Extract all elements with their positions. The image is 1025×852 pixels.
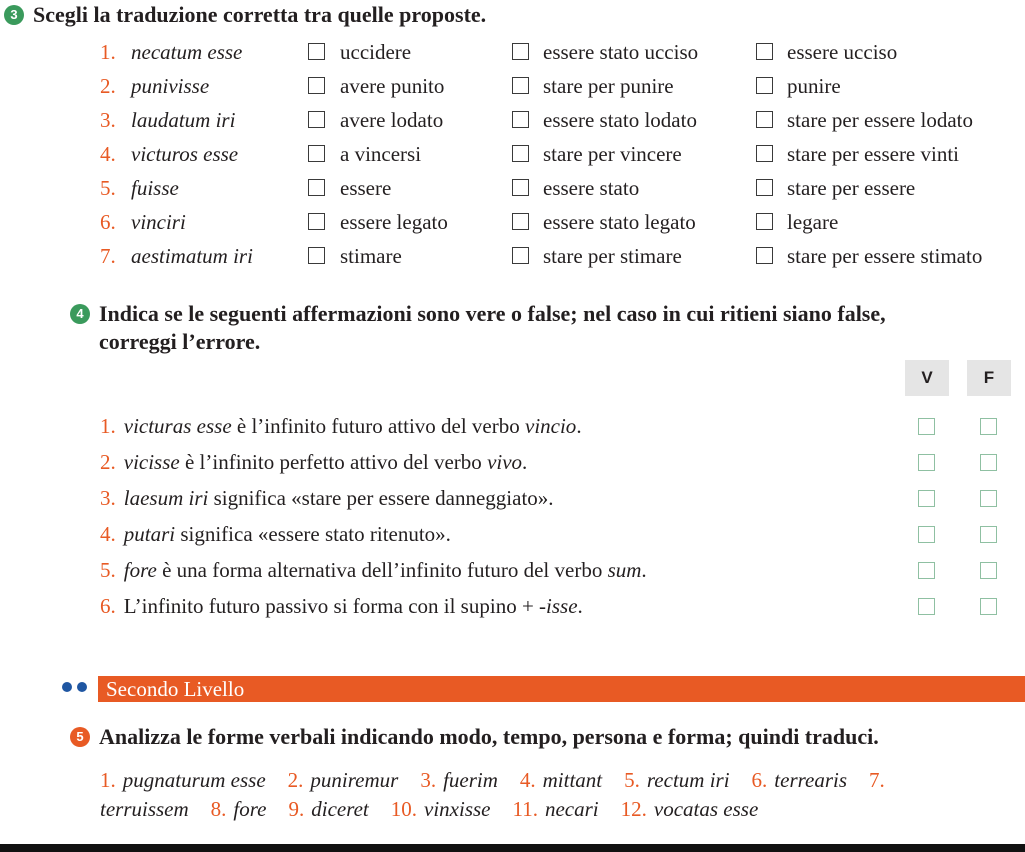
option-label: stare per essere stimato — [787, 244, 983, 268]
exercise-5-line-2 — [100, 795, 780, 823]
item-number: 12. — [620, 797, 647, 821]
latin-term: vincio — [525, 414, 577, 438]
option-checkbox[interactable] — [756, 247, 773, 264]
item-number: 4. — [519, 768, 536, 792]
verb-form: fore — [233, 797, 267, 821]
verb-form: necari — [544, 797, 599, 821]
option-checkbox[interactable] — [756, 43, 773, 60]
item-number: 3. — [100, 486, 116, 510]
false-checkbox[interactable] — [980, 598, 997, 615]
statement-end: . — [576, 414, 582, 438]
item-number: 4. — [100, 522, 116, 546]
choice-row — [0, 72, 1025, 100]
item-number: 6. — [751, 768, 768, 792]
option-label: essere stato ucciso — [543, 40, 699, 64]
verb-form: vinxisse — [424, 797, 491, 821]
statement — [100, 556, 647, 584]
option-checkbox[interactable] — [308, 213, 325, 230]
choice-row — [0, 174, 1025, 202]
verb-form: terruissem — [100, 797, 189, 821]
latin-term: putari — [123, 522, 176, 546]
item-number: 8. — [210, 797, 227, 821]
statement-end: . — [577, 594, 583, 618]
option-checkbox[interactable] — [512, 213, 529, 230]
latin-form: victuros esse — [131, 142, 239, 166]
option-checkbox[interactable] — [512, 111, 529, 128]
false-checkbox[interactable] — [980, 418, 997, 435]
latin-term: victuras esse — [123, 414, 232, 438]
option-label: stare per essere vinti — [787, 142, 960, 166]
item-number: 1. — [100, 768, 116, 792]
choice-row — [0, 38, 1025, 66]
latin-term: vicisse — [123, 450, 180, 474]
item-number: 3. — [420, 768, 437, 792]
statement-text: significa «essere stato ritenuto». — [175, 522, 451, 546]
false-checkbox[interactable] — [980, 526, 997, 543]
bottom-edge — [0, 844, 1025, 852]
true-column-header: V — [905, 360, 949, 396]
item-number: 2. — [100, 74, 116, 98]
true-checkbox[interactable] — [918, 562, 935, 579]
option-checkbox[interactable] — [756, 213, 773, 230]
true-checkbox[interactable] — [918, 454, 935, 471]
latin-form: fuisse — [131, 176, 179, 200]
statement — [100, 412, 582, 440]
verb-form: mittant — [542, 768, 603, 792]
option-label: stare per essere — [787, 176, 916, 200]
exercise-3-badge: 3 — [4, 5, 24, 25]
latin-form: vinciri — [131, 210, 186, 234]
false-checkbox[interactable] — [980, 454, 997, 471]
option-label: essere stato lodato — [543, 108, 697, 132]
option-checkbox[interactable] — [756, 145, 773, 162]
statement — [100, 520, 451, 548]
latin-term: fore — [123, 558, 157, 582]
true-checkbox[interactable] — [918, 490, 935, 507]
latin-term: -isse — [539, 594, 578, 618]
item-number: 11. — [512, 797, 538, 821]
item-number: 3. — [100, 108, 116, 132]
true-checkbox[interactable] — [918, 418, 935, 435]
statement-text: è una forma alternativa dell’infinito futuro del verbo — [156, 558, 608, 582]
option-checkbox[interactable] — [756, 179, 773, 196]
verb-form: pugnaturum esse — [122, 768, 266, 792]
choice-row — [0, 106, 1025, 134]
item-number: 2. — [287, 768, 304, 792]
statement-end: . — [522, 450, 528, 474]
option-label: stare per punire — [543, 74, 674, 98]
verb-form: vocatas esse — [653, 797, 759, 821]
item-number: 6. — [100, 594, 116, 618]
option-label: stimare — [340, 244, 402, 268]
verb-form: diceret — [311, 797, 369, 821]
verb-form: fuerim — [443, 768, 498, 792]
item-number: 1. — [100, 40, 116, 64]
level-dot-1 — [62, 682, 72, 692]
statement-text: è l’infinito perfetto attivo del verbo — [179, 450, 488, 474]
option-checkbox[interactable] — [308, 179, 325, 196]
false-column-header: F — [967, 360, 1011, 396]
option-checkbox[interactable] — [308, 77, 325, 94]
option-label: punire — [787, 74, 841, 98]
item-number: 7. — [100, 244, 116, 268]
statement-text: significa «stare per essere danneggiato». — [208, 486, 554, 510]
option-checkbox[interactable] — [308, 43, 325, 60]
item-number: 5. — [100, 558, 116, 582]
option-label: uccidere — [340, 40, 412, 64]
exercise-4-title-line2: correggi l’errore. — [99, 329, 261, 354]
false-checkbox[interactable] — [980, 490, 997, 507]
latin-form: aestimatum iri — [131, 244, 253, 268]
option-checkbox[interactable] — [512, 179, 529, 196]
item-number: 7. — [869, 768, 885, 792]
option-label: essere stato — [543, 176, 640, 200]
option-checkbox[interactable] — [512, 77, 529, 94]
option-checkbox[interactable] — [756, 77, 773, 94]
level-dot-2 — [77, 682, 87, 692]
latin-term: laesum iri — [123, 486, 209, 510]
choice-row — [0, 140, 1025, 168]
statement — [100, 448, 527, 476]
true-checkbox[interactable] — [918, 598, 935, 615]
option-checkbox[interactable] — [308, 145, 325, 162]
option-checkbox[interactable] — [512, 145, 529, 162]
statement-end: . — [641, 558, 647, 582]
latin-form: necatum esse — [131, 40, 243, 64]
true-checkbox[interactable] — [918, 526, 935, 543]
option-label: avere punito — [340, 74, 445, 98]
option-checkbox[interactable] — [756, 111, 773, 128]
option-label: avere lodato — [340, 108, 444, 132]
option-label: stare per stimare — [543, 244, 682, 268]
option-label: essere — [340, 176, 392, 200]
verb-form: rectum iri — [646, 768, 730, 792]
exercise-5-line-1 — [100, 766, 892, 794]
item-number: 5. — [624, 768, 640, 792]
option-checkbox[interactable] — [308, 247, 325, 264]
option-checkbox[interactable] — [512, 43, 529, 60]
item-number: 2. — [100, 450, 116, 474]
latin-form: laudatum iri — [131, 108, 236, 132]
option-checkbox[interactable] — [512, 247, 529, 264]
item-number: 10. — [390, 797, 418, 821]
exercise-4-title-line1: Indica se le seguenti affermazioni sono vere o false; nel caso in cui ritieni siano false, — [99, 301, 886, 326]
option-label: essere stato legato — [543, 210, 696, 234]
exercise-3-title: Scegli la traduzione corretta tra quelle proposte. — [33, 2, 487, 27]
option-label: legare — [787, 210, 839, 234]
option-label: stare per vincere — [543, 142, 682, 166]
statement-text: L’infinito futuro passivo si forma con il supino + — [123, 594, 540, 618]
item-number: 5. — [100, 176, 116, 200]
statement — [100, 592, 583, 620]
item-number: 1. — [100, 414, 116, 438]
option-label: essere ucciso — [787, 40, 898, 64]
verb-form: terrearis — [774, 768, 848, 792]
exercise-4-badge: 4 — [70, 304, 90, 324]
verb-form: puniremur — [310, 768, 399, 792]
statement — [100, 484, 554, 512]
choice-row — [0, 242, 1025, 270]
option-checkbox[interactable] — [308, 111, 325, 128]
exercise-5-badge: 5 — [70, 727, 90, 747]
latin-form: punivisse — [131, 74, 210, 98]
item-number: 9. — [288, 797, 305, 821]
latin-term: sum — [607, 558, 642, 582]
latin-term: vivo — [487, 450, 523, 474]
option-label: a vincersi — [340, 142, 422, 166]
statement-text: è l’infinito futuro attivo del verbo — [231, 414, 525, 438]
item-number: 4. — [100, 142, 116, 166]
exercise-5-title: Analizza le forme verbali indicando modo, tempo, persona e forma; quindi traduci. — [99, 724, 879, 749]
item-number: 6. — [100, 210, 116, 234]
option-label: stare per essere lodato — [787, 108, 973, 132]
option-label: essere legato — [340, 210, 448, 234]
false-checkbox[interactable] — [980, 562, 997, 579]
level-banner: Secondo Livello — [98, 676, 1025, 702]
choice-row — [0, 208, 1025, 236]
